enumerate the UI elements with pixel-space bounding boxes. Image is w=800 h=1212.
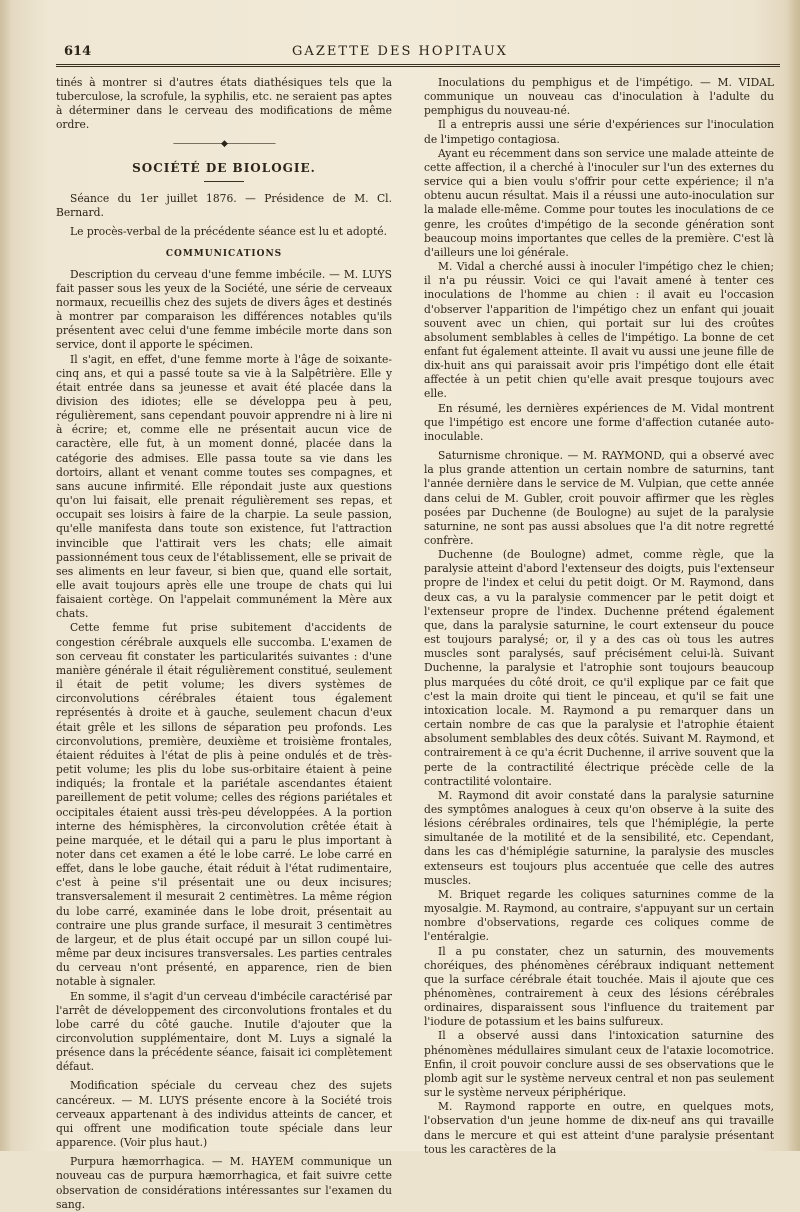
- intro-paragraph: tinés à montrer si d'autres états diathésiques tels que la tuberculose, la scrofule, la syphilis, etc. ne seraient pas aptes à déterminer dans le cerveau des modifications de même ordre.: [56, 76, 392, 132]
- article-paragraph: M. Raymond dit avoir constaté dans la paralysie saturnine des symptômes analogues à ceux qu'on observe à la suite des lésions cérébrales ordinaires, tels que l'hémiplégie, la perte simultanée de la motilité et de la sensibilité, etc. Cependant, dans les cas d'hémiplégie saturnine, la paralysie des muscles extenseurs est toujours plus accentuée que celle des autres muscles.: [424, 788, 774, 887]
- article-paragraph: Il a entrepris aussi une série d'expériences sur l'inoculation de l'impetigo contagiosa.: [424, 118, 774, 146]
- right-column: [424, 76, 774, 1157]
- header-rule: [56, 64, 780, 67]
- running-title: GAZETTE DES HOPITAUX: [292, 44, 508, 59]
- section-title: SOCIÉTÉ DE BIOLOGIE.: [132, 160, 316, 175]
- article-paragraph: Il a pu constater, chez un saturnin, des mouvements choréiques, des phénomènes cérébraux indiquant nettement que la surface cérébrale était touchée. Mais il ajoute que ces phénomènes, contrairement à ceux des lésions cérébrales ordinaires, disparaissent sous l'influence du traitement par l'iodure de potassium et les bains sulfureux.: [424, 944, 774, 1029]
- article-paragraph: Cette femme fut prise subitement d'accidents de congestion cérébrale auxquels elle succomba. L'examen de son cerveau fit constater les particularités suivantes : d'une manière générale il était régulièrement constitué, seulement il était de petit volume; les divers systèmes de circonvolutions cérébrales étaient tous également représentés à droite et à gauche, seulement chacun d'eux était grêle et les sillons de séparation peu profonds. Les circonvolutions, première, deuxième et troisième frontales, étaient réduites à l'état de plis à peine ondulés et de très-petit volume; les plis du lobe sus-orbitaire étaient à peine indiqués; la frontale et la pariétale ascendantes étaient pareillement de petit volume; celles des régions pariétales et occipitales étaient aussi très-peu développées. A la portion interne des hémisphères, la circonvolution crêtée était à peine marquée, et le détail qui a paru le plus important à noter dans cet examen a été le lobe carré. Le lobe carré en effet, dans le lobe gauche, était réduit à l'état rudimentaire, c'est à peine s'il présentait une ou deux incisures; transversalement il mesurait 2 centimètres. La même région du lobe carré, examinée dans le lobe droit, présentait au contraire une plus grande surface, il mesurait 3 centimètres de largeur, et de plus était occupé par un sillon coupé lui-même par deux incisures transversales. Les parties centrales du cerveau n'ont présenté, en apparence, rien de bien notable à signaler.: [56, 621, 392, 989]
- article-paragraph: Modification spéciale du cerveau chez des sujets cancéreux. — M. LUYS présente encore à la Société trois cerveaux appartenant à des individus atteints de cancer, et qui offrent une modification toute spéciale dans leur apparence. (Voir plus haut.): [56, 1079, 392, 1150]
- article-paragraph: En résumé, les dernières expériences de M. Vidal montrent que l'impétigo est encore une forme d'affection cutanée auto-inoculable.: [424, 401, 774, 443]
- section-rule: [204, 181, 244, 182]
- article-paragraph: En somme, il s'agit d'un cerveau d'imbécile caractérisé par l'arrêt de développement des circonvolutions frontales et du lobe carré du côté gauche. Inutile d'ajouter que la circonvolution supplémentaire, dont M. Luys a signalé la présence dans la précédente séance, faisait ici complètement défaut.: [56, 989, 392, 1074]
- article-paragraph: Description du cerveau d'une femme imbécile. — M. LUYS fait passer sous les yeux de la Société, une série de cerveaux normaux, recueillis chez des sujets de divers âges et destinés à montrer par comparaison les différences notables qu'ils présentent avec celui d'une femme imbécile morte dans son service, dont il apporte le spécimen.: [56, 267, 392, 352]
- article-paragraph: Purpura hæmorrhagica. — M. HAYEM communique un nouveau cas de purpura hæmorrhagica, et fait suivre cette observation de considérations intéressantes sur l'examen du sang.: [56, 1155, 392, 1211]
- page-edge-shadow-right: [786, 0, 800, 1151]
- article-paragraph: M. Raymond rapporte en outre, en quelques mots, l'observation d'un jeune homme de dix-neuf ans qui travaille dans le mercure et qui est atteint d'une paralysie présentant tous les caractères de la: [424, 1100, 774, 1156]
- article-paragraph: M. Briquet regarde les coliques saturnines comme de la myosalgie. M. Raymond, au contraire, s'appuyant sur un certain nombre d'observations, regarde ces coliques comme de l'entéralgie.: [424, 887, 774, 944]
- proces-verbal-line: Le procès-verbal de la précédente séance est lu et adopté.: [70, 225, 388, 239]
- page-number: 614: [64, 44, 92, 59]
- seance-line: Séance du 1er juillet 1876. — Présidence de M. Cl. Bernard.: [56, 191, 392, 220]
- article-paragraph: Inoculations du pemphigus et de l'impétigo. — M. VIDAL communique un nouveau cas d'inoculation à l'adulte du pemphigus du nouveau-né.: [424, 76, 774, 118]
- article-paragraph: M. Vidal a cherché aussi à inoculer l'impétigo chez le chien; il n'a pu réussir. Voici ce qui l'avait amené à tenter ces inoculations de l'homme au chien : il avait eu l'occasion d'observer l'apparition de l'impétigo chez un enfant qui jouait souvent avec un chien, qui portait sur lui des croûtes absolument semblables à celles de l'impétigo. La bonne de cet enfant fut également atteinte. Il avait vu aussi une jeune fille de dix-huit ans qui paraissait avoir pris l'impétigo dont elle était affectée à un petit chien qu'elle avait presque toujours avec elle.: [424, 260, 774, 401]
- article-paragraph: Duchenne (de Boulogne) admet, comme règle, que la paralysie atteint d'abord l'extenseur des doigts, puis l'extenseur propre de l'index et celui du petit doigt. Or M. Raymond, dans deux cas, a vu la paralysie commencer par le petit doigt et l'extenseur propre de l'index. Duchenne prétend également que, dans la paralysie saturnine, le court extenseur du pouce est toujours paralysé; or, il y a des cas où tous les autres muscles sont paralysés, sauf précisément celui-là. Suivant Duchenne, la paralysie et l'atrophie sont toujours beaucoup plus marquées du côté droit, ce qu'il explique par ce fait que c'est la main droite qui tient le pinceau, et qu'il se fait une intoxication locale. M. Raymond a pu remarquer dans un certain nombre de cas que la paralysie et l'atrophie étaient absolument semblables des deux côtés. Suivant M. Raymond, et contrairement à ce qu'a écrit Duchenne, il arrive souvent que la perte de la contractilité électrique précède celle de la contractilité volontaire.: [424, 548, 774, 788]
- article-paragraph: Saturnisme chronique. — M. RAYMOND, qui a observé avec la plus grande attention un certain nombre de saturnins, tant l'année dernière dans le service de M. Vulpian, que cette année dans celui de M. Gubler, croit pouvoir affirmer que les règles posées par Duchenne (de Boulogne) au sujet de la paralysie saturnine, ne sont pas aussi absolues que l'a dit notre regretté confrère.: [424, 449, 774, 547]
- page-edge-shadow-left: [0, 0, 12, 1151]
- article-paragraph: Il a observé aussi dans l'intoxication saturnine des phénomènes médullaires simulant ceux de l'ataxie locomotrice. Enfin, il croit pouvoir conclure aussi de ses observations que le plomb agit sur le système nerveux central et non pas seulement sur le système nerveux périphérique.: [424, 1029, 774, 1100]
- ornament-divider: ——————◆——————: [173, 138, 275, 149]
- article-paragraph: Il s'agit, en effet, d'une femme morte à l'âge de soixante-cinq ans, et qui a passé toute sa vie à la Salpêtrière. Elle y était entrée dans sa jeunesse et avait été placée dans la division des idiotes; elle se développa peu à peu, régulièrement, sans cependant pouvoir apprendre ni à lire ni à écrire; et, comme elle ne présentait aucun vice de caractère, elle fut, à un moment donné, placée dans la catégorie des admises. Elle passa toute sa vie dans les dortoirs, allant et venant comme toutes ses compagnes, et sans aucune infirmité. Elle répondait juste aux questions qu'on lui faisait, elle prenait régulièrement ses repas, et occupait ses loisirs à faire de la charpie. La seule passion, qu'elle manifesta dans toute son existence, fut l'attraction invincible que l'attirait vers les chats; elle aimait passionnément tous ceux de l'établissement, elle se privait de ses aliments en leur faveur, si bien que, quand elle sortait, elle avait toujours après elle une troupe de chats qui lui faisaient cortège. On l'appelait communément la Mère aux chats.: [56, 352, 392, 621]
- article-paragraph: Ayant eu récemment dans son service une malade atteinte de cette affection, il a cherché à l'inoculer sur l'un des externes du service qui a bien voulu s'offrir pour cette expérience; il n'a obtenu aucun résultat. Mais il a réussi une auto-inoculation sur la malade elle-même. Comme pour toutes les inoculations de ce genre, les croûtes d'impétigo de la seconde génération sont beaucoup moins importantes que celles de la première. C'est là d'ailleurs une loi générale.: [424, 146, 774, 259]
- communications-heading: COMMUNICATIONS: [165, 249, 283, 260]
- left-column: [56, 76, 392, 1212]
